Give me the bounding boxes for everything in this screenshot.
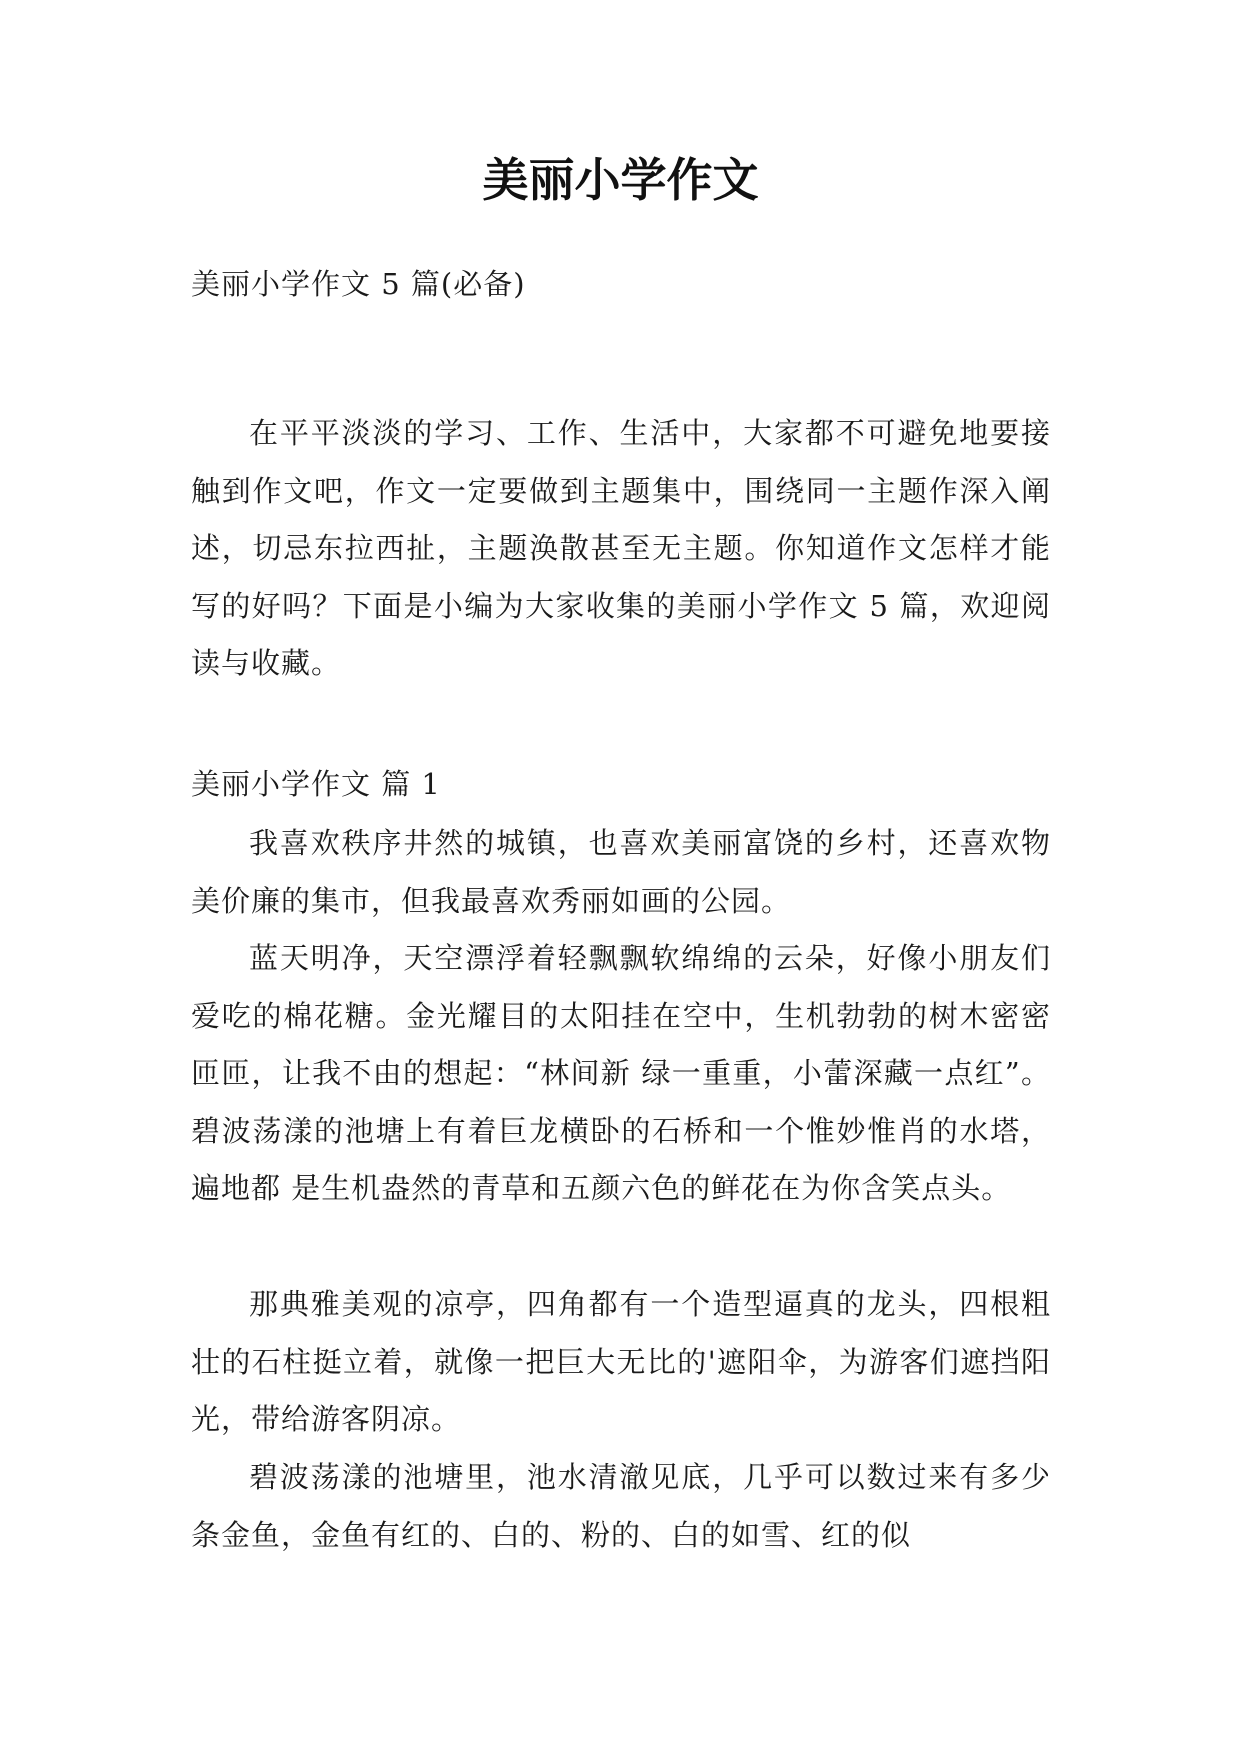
intro-paragraph: 在平平淡淡的学习、工作、生活中，大家都不可避免地要接触到作文吧，作文一定要做到主题集中，围绕同一主题作深入阐述，切忌东拉西扯，主题涣散甚至无主题。你知道作文怎样才能写的好吗？下面是小编为大家收集的美丽小学作文 5 篇，欢迎阅读与收藏。 bbox=[191, 416, 1051, 680]
body-paragraph: 那典雅美观的凉亭，四角都有一个造型逼真的龙头，四根粗壮的石柱挺立着，就像一把巨大无比的'遮阳伞，为游客们遮挡阳光，带给游客阴凉。 bbox=[191, 1287, 1051, 1436]
section-heading: 美丽小学作文 篇 1 bbox=[191, 767, 441, 801]
body-paragraph: 蓝天明净，天空漂浮着轻飘飘软绵绵的云朵，好像小朋友们爱吃的棉花糖。金光耀目的太阳挂在空中，生机勃勃的树木密密匝匝，让我不由的想起：“林间新 绿一重重，小蕾深藏一点红”。碧波荡漾的池塘上有着巨龙横卧的石桥和一个惟妙惟肖的水塔，遍地都 是生机盎然的青草和五颜六色的鲜花在为你含笑点头。 bbox=[191, 941, 1051, 1205]
body-paragraph: 我喜欢秩序井然的城镇，也喜欢美丽富饶的乡村，还喜欢物美价廉的集市，但我最喜欢秀丽如画的公园。 bbox=[191, 826, 1051, 918]
document-title: 美丽小学作文 bbox=[482, 153, 759, 207]
body-paragraph: 碧波荡漾的池塘里，池水清澈见底，几乎可以数过来有多少条金鱼，金鱼有红的、白的、粉的、白的如雪、红的似 bbox=[191, 1460, 1051, 1552]
document-subtitle: 美丽小学作文 5 篇(必备) bbox=[191, 267, 526, 301]
